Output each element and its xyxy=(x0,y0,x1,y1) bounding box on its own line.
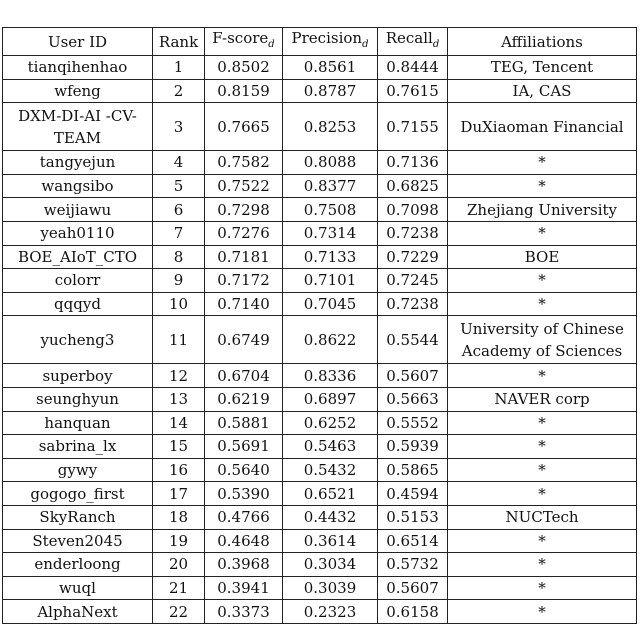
table-row xyxy=(3,245,637,269)
f-score-cell: 0.7582 xyxy=(205,151,283,175)
user-id-cell: qqqyd xyxy=(3,292,153,316)
table-row xyxy=(3,56,637,80)
recall-cell: 0.7615 xyxy=(378,79,448,103)
user-id-cell: Steven2045 xyxy=(3,529,153,553)
rank-cell: 1 xyxy=(153,56,205,80)
recall-cell: 0.5544 xyxy=(378,316,448,364)
user-id-cell: weijiawu xyxy=(3,198,153,222)
f-score-cell: 0.7140 xyxy=(205,292,283,316)
user-id-cell: sabrina_lx xyxy=(3,435,153,459)
table-row xyxy=(3,600,637,624)
user-id-cell: yeah0110 xyxy=(3,221,153,245)
rank-cell: 3 xyxy=(153,103,205,151)
affiliation-cell: * xyxy=(448,458,637,482)
results-table xyxy=(2,27,637,624)
table-row xyxy=(3,198,637,222)
table-row xyxy=(3,505,637,529)
affiliation-cell: * xyxy=(448,221,637,245)
table-row xyxy=(3,292,637,316)
table-row xyxy=(3,553,637,577)
precision-cell: 0.8088 xyxy=(283,151,378,175)
user-id-cell: DXM-DI-AI -CV-TEAM xyxy=(3,103,153,151)
rank-cell: 21 xyxy=(153,576,205,600)
recall-cell: 0.5153 xyxy=(378,505,448,529)
rank-cell: 17 xyxy=(153,482,205,506)
precision-cell: 0.8377 xyxy=(283,174,378,198)
recall-cell: 0.7245 xyxy=(378,269,448,293)
rank-cell: 19 xyxy=(153,529,205,553)
precision-cell: 0.6897 xyxy=(283,387,378,411)
table-row xyxy=(3,269,637,293)
recall-cell: 0.7238 xyxy=(378,221,448,245)
rank-cell: 5 xyxy=(153,174,205,198)
user-id-cell: BOE_AIoT_CTO xyxy=(3,245,153,269)
recall-cell: 0.5732 xyxy=(378,553,448,577)
f-score-cell: 0.3373 xyxy=(205,600,283,624)
rank-cell: 8 xyxy=(153,245,205,269)
recall-cell: 0.8444 xyxy=(378,56,448,80)
f-score-cell: 0.8502 xyxy=(205,56,283,80)
precision-cell: 0.8336 xyxy=(283,364,378,388)
rank-cell: 12 xyxy=(153,364,205,388)
precision-cell: 0.8561 xyxy=(283,56,378,80)
recall-cell: 0.5552 xyxy=(378,411,448,435)
user-id-cell: wfeng xyxy=(3,79,153,103)
affiliation-cell: * xyxy=(448,529,637,553)
table-row xyxy=(3,482,637,506)
table-row xyxy=(3,174,637,198)
affiliation-cell: BOE xyxy=(448,245,637,269)
affiliation-cell: * xyxy=(448,576,637,600)
affiliation-cell: * xyxy=(448,151,637,175)
precision-cell: 0.5463 xyxy=(283,435,378,459)
precision-cell: 0.3034 xyxy=(283,553,378,577)
affiliation-cell: Zhejiang University xyxy=(448,198,637,222)
header-affiliations: Affiliations xyxy=(448,28,637,56)
precision-cell: 0.2323 xyxy=(283,600,378,624)
table-row xyxy=(3,387,637,411)
f-score-cell: 0.7522 xyxy=(205,174,283,198)
user-id-cell: wangsibo xyxy=(3,174,153,198)
table-row xyxy=(3,151,637,175)
rank-cell: 2 xyxy=(153,79,205,103)
rank-cell: 10 xyxy=(153,292,205,316)
user-id-cell: seunghyun xyxy=(3,387,153,411)
user-id-cell: enderloong xyxy=(3,553,153,577)
recall-cell: 0.5865 xyxy=(378,458,448,482)
recall-cell: 0.4594 xyxy=(378,482,448,506)
table-body xyxy=(3,56,637,624)
precision-cell: 0.6521 xyxy=(283,482,378,506)
f-score-cell: 0.5691 xyxy=(205,435,283,459)
rank-cell: 22 xyxy=(153,600,205,624)
affiliation-cell: * xyxy=(448,411,637,435)
f-score-cell: 0.5640 xyxy=(205,458,283,482)
f-score-cell: 0.3941 xyxy=(205,576,283,600)
f-score-cell: 0.7172 xyxy=(205,269,283,293)
user-id-cell: colorr xyxy=(3,269,153,293)
recall-cell: 0.6825 xyxy=(378,174,448,198)
recall-cell: 0.7155 xyxy=(378,103,448,151)
f-score-cell: 0.6704 xyxy=(205,364,283,388)
rank-cell: 9 xyxy=(153,269,205,293)
table-row xyxy=(3,411,637,435)
table-row xyxy=(3,364,637,388)
affiliation-cell: NUCTech xyxy=(448,505,637,529)
table-row xyxy=(3,529,637,553)
recall-cell: 0.7136 xyxy=(378,151,448,175)
rank-cell: 7 xyxy=(153,221,205,245)
rank-cell: 11 xyxy=(153,316,205,364)
recall-cell: 0.5663 xyxy=(378,387,448,411)
precision-cell: 0.7133 xyxy=(283,245,378,269)
user-id-cell: superboy xyxy=(3,364,153,388)
table-row xyxy=(3,103,637,151)
user-id-cell: yucheng3 xyxy=(3,316,153,364)
precision-cell: 0.8622 xyxy=(283,316,378,364)
affiliation-cell: NAVER corp xyxy=(448,387,637,411)
recall-cell: 0.7238 xyxy=(378,292,448,316)
user-id-cell: tangyejun xyxy=(3,151,153,175)
precision-cell: 0.6252 xyxy=(283,411,378,435)
rank-cell: 15 xyxy=(153,435,205,459)
affiliation-cell: * xyxy=(448,482,637,506)
f-score-cell: 0.3968 xyxy=(205,553,283,577)
f-score-cell: 0.7665 xyxy=(205,103,283,151)
user-id-cell: gywy xyxy=(3,458,153,482)
recall-cell: 0.5939 xyxy=(378,435,448,459)
recall-cell: 0.5607 xyxy=(378,576,448,600)
f-score-cell: 0.6749 xyxy=(205,316,283,364)
precision-cell: 0.4432 xyxy=(283,505,378,529)
affiliation-cell: * xyxy=(448,600,637,624)
recall-cell: 0.7098 xyxy=(378,198,448,222)
affiliation-cell: * xyxy=(448,553,637,577)
user-id-cell: AlphaNext xyxy=(3,600,153,624)
rank-cell: 14 xyxy=(153,411,205,435)
recall-cell: 0.6514 xyxy=(378,529,448,553)
affiliation-cell: * xyxy=(448,174,637,198)
precision-cell: 0.7508 xyxy=(283,198,378,222)
precision-cell: 0.7045 xyxy=(283,292,378,316)
f-score-cell: 0.5390 xyxy=(205,482,283,506)
precision-cell: 0.5432 xyxy=(283,458,378,482)
table-row xyxy=(3,316,637,364)
affiliation-cell: * xyxy=(448,364,637,388)
precision-cell: 0.7314 xyxy=(283,221,378,245)
precision-cell: 0.3614 xyxy=(283,529,378,553)
rank-cell: 16 xyxy=(153,458,205,482)
affiliation-cell: University of Chinese Academy of Sciences xyxy=(448,316,637,364)
table-row xyxy=(3,576,637,600)
affiliation-cell: * xyxy=(448,292,637,316)
affiliation-cell: * xyxy=(448,269,637,293)
f-score-cell: 0.6219 xyxy=(205,387,283,411)
rank-cell: 13 xyxy=(153,387,205,411)
rank-cell: 18 xyxy=(153,505,205,529)
f-score-cell: 0.4766 xyxy=(205,505,283,529)
recall-cell: 0.5607 xyxy=(378,364,448,388)
affiliation-cell: DuXiaoman Financial xyxy=(448,103,637,151)
header-recall: Recall$_d$ xyxy=(378,28,448,56)
user-id-cell: gogogo_first xyxy=(3,482,153,506)
f-score-cell: 0.8159 xyxy=(205,79,283,103)
user-id-cell: hanquan xyxy=(3,411,153,435)
table-caption-fragment xyxy=(0,0,640,26)
f-score-cell: 0.5881 xyxy=(205,411,283,435)
header-row xyxy=(3,28,637,56)
header-rank: Rank xyxy=(153,28,205,56)
precision-cell: 0.3039 xyxy=(283,576,378,600)
rank-cell: 6 xyxy=(153,198,205,222)
header-precision: Precision$_d$ xyxy=(283,28,378,56)
precision-cell: 0.7101 xyxy=(283,269,378,293)
table-row xyxy=(3,221,637,245)
recall-cell: 0.7229 xyxy=(378,245,448,269)
rank-cell: 4 xyxy=(153,151,205,175)
user-id-cell: tianqihenhao xyxy=(3,56,153,80)
affiliation-cell: TEG, Tencent xyxy=(448,56,637,80)
f-score-cell: 0.7276 xyxy=(205,221,283,245)
header-user-id: User ID xyxy=(3,28,153,56)
precision-cell: 0.8253 xyxy=(283,103,378,151)
table-row xyxy=(3,435,637,459)
table-row xyxy=(3,458,637,482)
rank-cell: 20 xyxy=(153,553,205,577)
user-id-cell: wuql xyxy=(3,576,153,600)
affiliation-cell: * xyxy=(448,435,637,459)
f-score-cell: 0.7181 xyxy=(205,245,283,269)
table-row xyxy=(3,79,637,103)
precision-cell: 0.8787 xyxy=(283,79,378,103)
header-f-score: F-score$_d$ xyxy=(205,28,283,56)
f-score-cell: 0.4648 xyxy=(205,529,283,553)
affiliation-cell: IA, CAS xyxy=(448,79,637,103)
f-score-cell: 0.7298 xyxy=(205,198,283,222)
recall-cell: 0.6158 xyxy=(378,600,448,624)
user-id-cell: SkyRanch xyxy=(3,505,153,529)
